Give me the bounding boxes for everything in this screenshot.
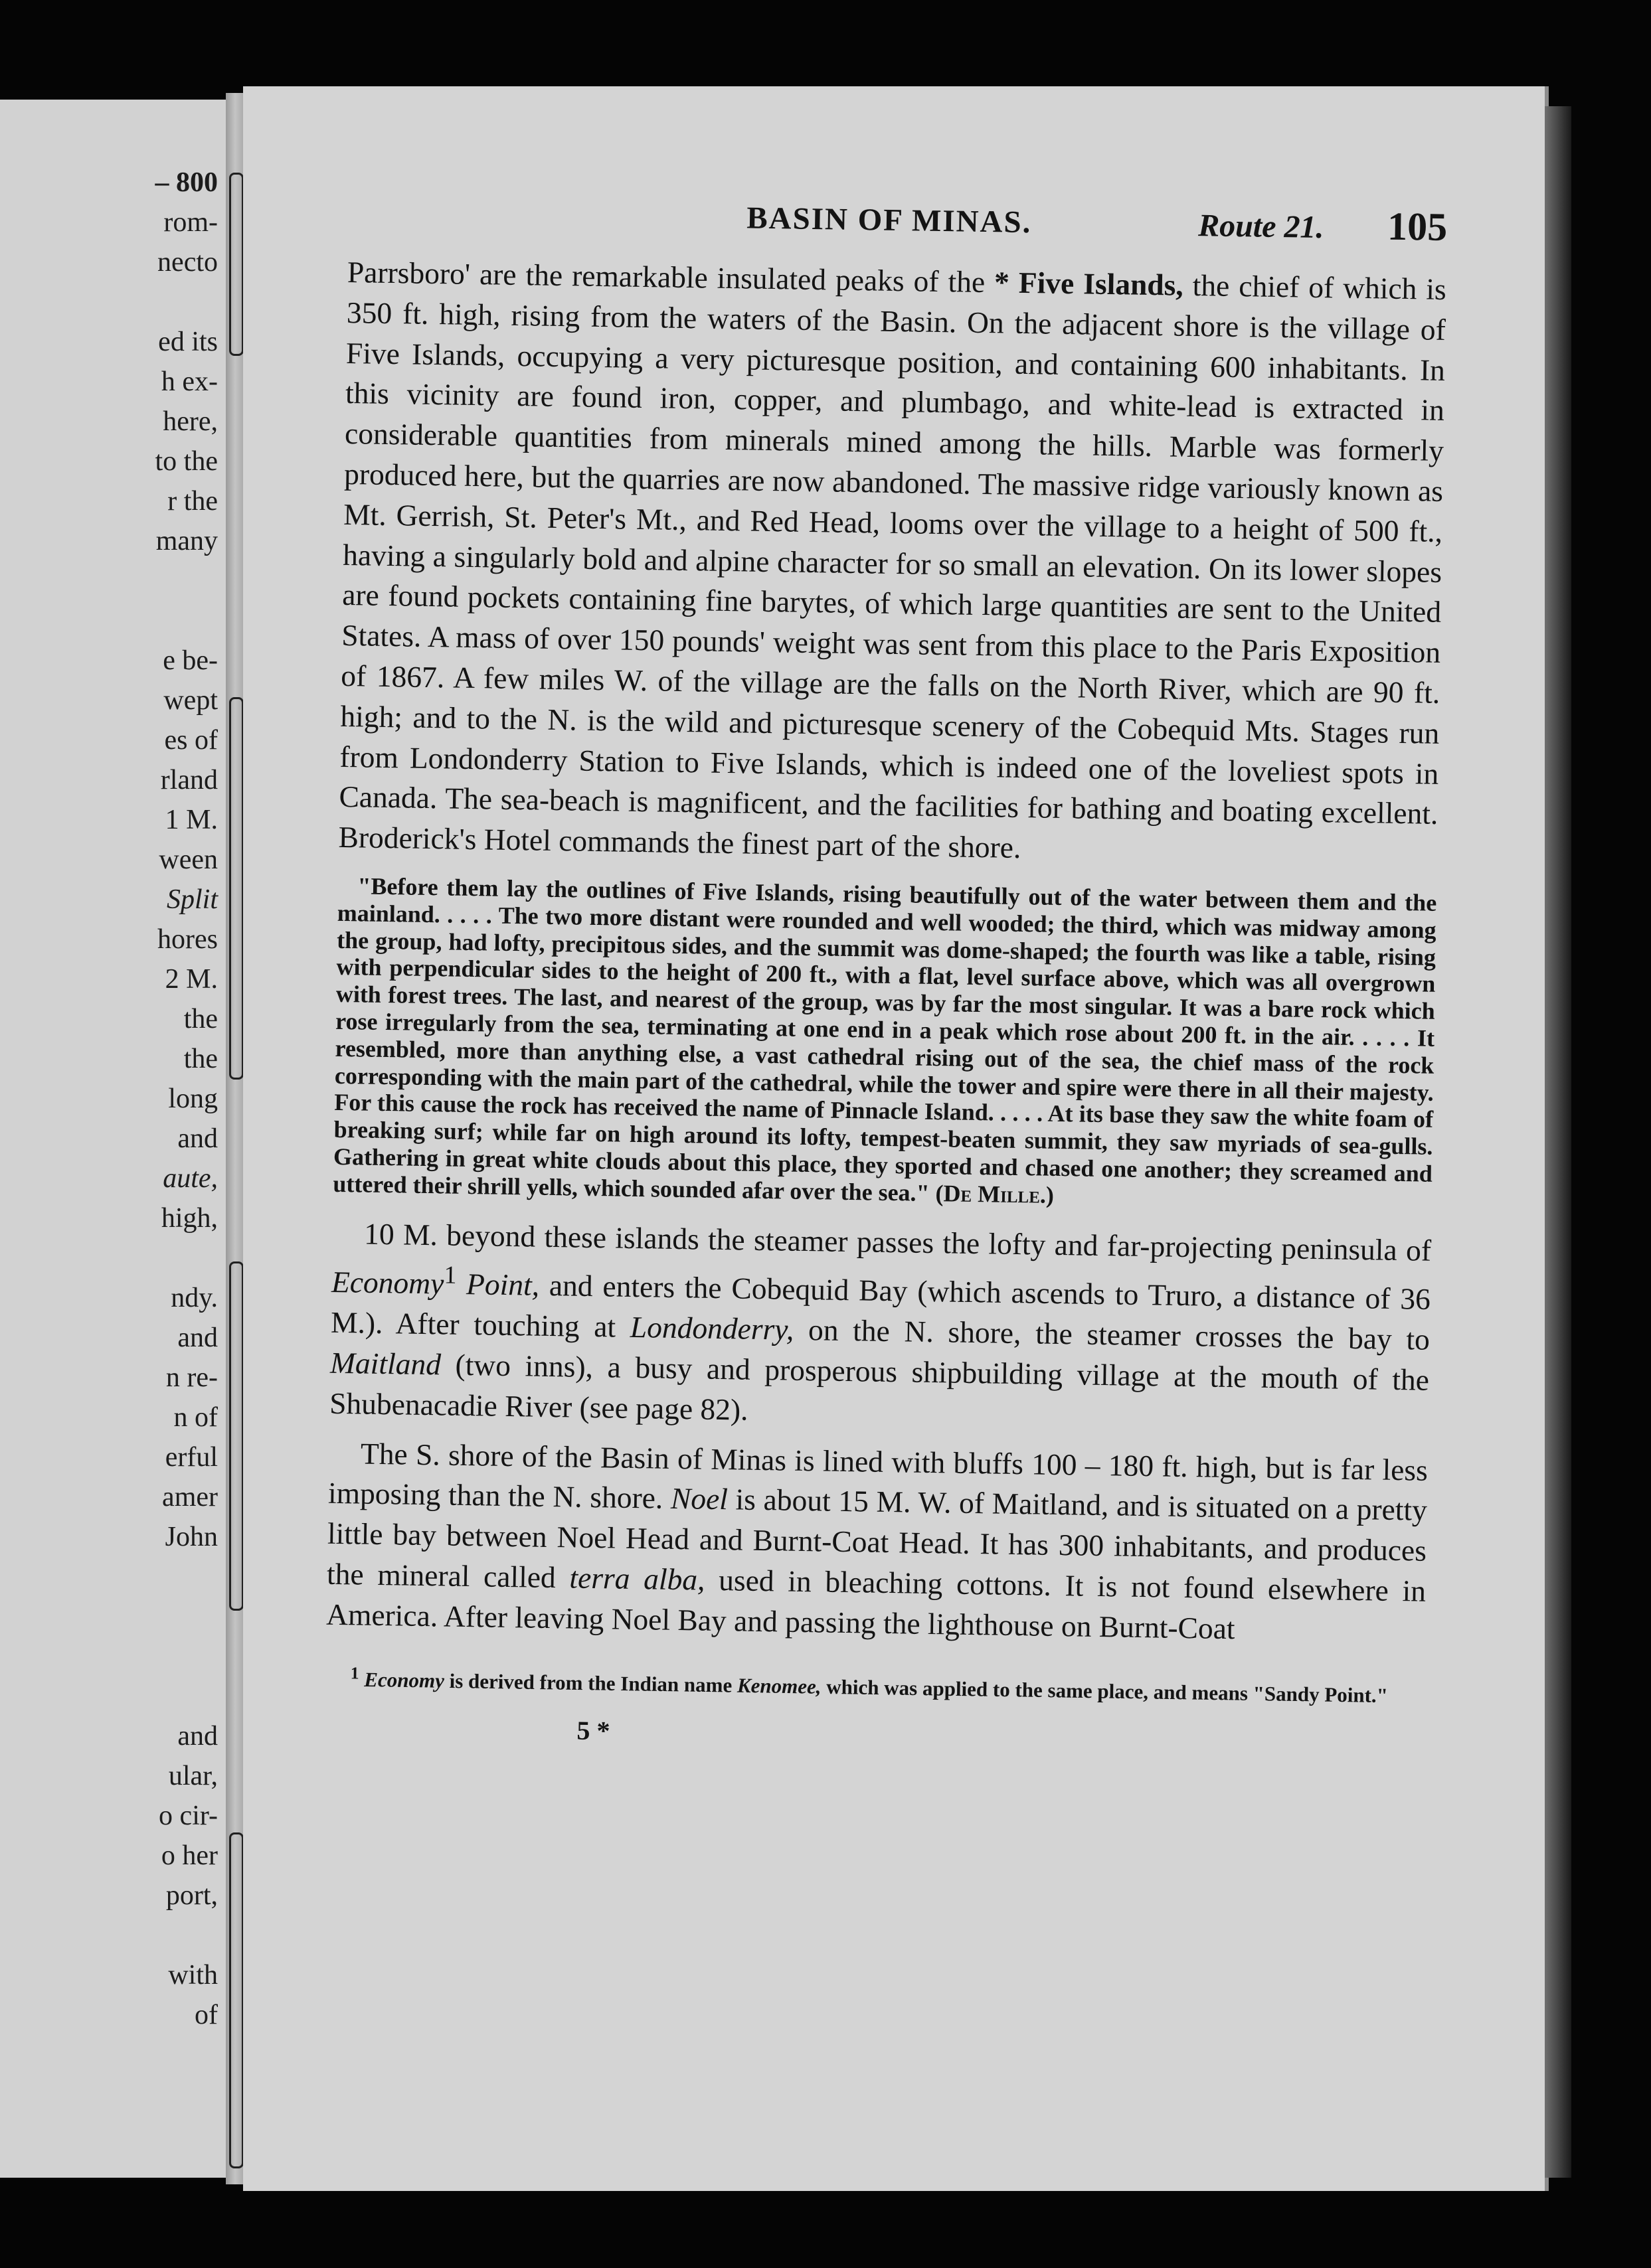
facing-page-fragment: high, bbox=[161, 1203, 218, 1234]
facing-page-fragment: o cir- bbox=[159, 1801, 218, 1831]
facing-page-fragment: necto bbox=[157, 247, 218, 278]
text-block bbox=[324, 186, 1448, 1759]
facing-page-fragment: h ex- bbox=[161, 366, 218, 397]
paragraph-cobequid-bay: 10 M. beyond these islands the steamer passes the lofty and far-projecting peninsula of Economy$^1$ Point, and enters the Cobequid Bay (which ascends to Truro, a distance of 36 M.). After touching at Londonderry, on the N. shore, the steamer crosses the bay to Maitland (two inns), a busy and prosperous shipbuilding village at the mouth of the Shubenacadie River (see page 82). bbox=[329, 1216, 1432, 1427]
facing-page-fragment: ndy. bbox=[171, 1283, 218, 1313]
facing-page-fragment: 2 M. bbox=[165, 964, 218, 995]
facing-page-fragment: 1 M. bbox=[165, 805, 218, 835]
facing-page-fragment: o her bbox=[161, 1840, 218, 1871]
facing-page-fragment: n of bbox=[173, 1402, 218, 1433]
facing-page-fragment: es of bbox=[164, 725, 218, 756]
facing-page-fragment: Split bbox=[166, 884, 218, 915]
facing-page-fragment: here, bbox=[163, 406, 218, 437]
facing-page-fragment: erful bbox=[165, 1442, 218, 1473]
facing-page-fragment: and bbox=[177, 1721, 218, 1751]
facing-page-fragment: and bbox=[177, 1123, 218, 1154]
facing-page-fragment: of bbox=[195, 2000, 218, 2030]
footnote: $^1$ Economy is derived from the Indian name Kenomee, which was applied to the same place, and means "Sandy Point." bbox=[350, 1662, 1389, 1707]
facing-page-fragment: port, bbox=[165, 1880, 218, 1911]
facing-page-fragment: John bbox=[165, 1522, 218, 1552]
facing-page-fragment: and bbox=[177, 1323, 218, 1353]
facing-page-fragment: r the bbox=[167, 486, 218, 517]
binding-stitch bbox=[229, 1832, 244, 2168]
facing-page-fragment: wept bbox=[163, 685, 218, 716]
facing-page-fragment: with bbox=[168, 1960, 218, 1990]
block-quote bbox=[333, 872, 1436, 1214]
footnote-marker: 1 bbox=[444, 1261, 457, 1290]
facing-page-fragment: many bbox=[155, 526, 218, 556]
facing-page-fragment: – 800 bbox=[155, 167, 218, 198]
facing-page-fragment: rland bbox=[160, 765, 218, 795]
facing-page-fragment: aute, bbox=[163, 1163, 218, 1194]
five-islands-heading: * Five Islands, bbox=[994, 265, 1184, 302]
quote-text: "Before them lay the outlines of Five Islands, rising beautifully out of the water between them and the mainland. . . . . The two more distant were rounded and well wooded; the third, which was midway among the group, had lofty, precipitous sides, and the summit was dome-shaped; the fourth was like a table, rising with perpendicular sides to the height of 200 ft., with a flat, level surface above, which was all overgrown with forest trees. The last, and nearest of the group, was by far the most singular. It was a bare rock which rose irregularly from the sea, terminating at one end in a peak which rose about 200 ft. in the air. . . . . It resembled, more than anything else, a vast cathedral rising out of the sea, the chief mass of the rock corresponding with the main part of the cathedral, while the tower and spire were there in all their majesty. For this cause the rock has received the name of Pinnacle Island. . . . . At its base they saw the white foam of breaking surf; while far on high around its lofty, tempest-beaten summit, they saw myriads of sea-gulls. Gathering in great white clouds about this place, they sported and chased one another; they screamed and uttered their shrill yells, which sounded afar over the sea." bbox=[333, 872, 1437, 1206]
facing-page-fragment: to the bbox=[155, 446, 218, 477]
facing-page-fragment: ween bbox=[159, 845, 218, 875]
facing-page-fragment: e be- bbox=[163, 645, 218, 676]
paragraph-five-islands: Parrsboro' are the remarkable insulated peaks of the * Five Islands, the chief of which is 350 ft. high, rising from the waters of the Basin. On the adjacent shore is the village of Five Islands, occupying a very picturesque position, and containing 600 inhabitants. In this vicinity are found iron, copper, and plumbago, and white-lead is extracted in considerable quantities from minerals mined among the hills. Marble was formerly produced here, but the quarries are now abandoned. The massive ridge variously known as Mt. Gerrish, St. Peter's Mt., and Red Head, looms over the village to a height of 500 ft., having a singularly bold and alpine character for so small an elevation. On its lower slopes are found pockets containing fine barytes, of which large quantities are sent to the United States. A mass of over 150 pounds' weight was sent from this place to the Paris Exposition of 1867. A few miles W. of the village are the falls on the North River, which are 90 ft. high; and to the N. is the wild and picturesque scenery of the Cobequid Mts. Stages run from Londonderry Station to Five Islands, which is indeed one of the loveliest spots in Canada. The sea-beach is magnificent, and the facilities for bathing and boating excellent. Broderick's Hotel commands the finest part of the shore. bbox=[338, 254, 1447, 865]
paragraph-south-shore: The S. shore of the Basin of Minas is lined with bluffs 100 – 180 ft. high, but is far less imposing than the N. shore. Noel is about 15 M. W. of Maitland, and is situated on a pretty little bay between Noel Head and Burnt-Coat Head. It has 300 inhabitants, and produces the mineral called terra alba, used in bleaching cottons. It is not found elsewhere in America. After leaving Noel Bay and passing the lighthouse on Burnt-Coat bbox=[325, 1436, 1429, 1646]
facing-page-fragment: the bbox=[183, 1044, 218, 1074]
facing-page-fragment: ular, bbox=[168, 1761, 218, 1791]
signature-mark: 5 * bbox=[576, 1715, 610, 1746]
page-edge-shadow bbox=[1545, 106, 1571, 2178]
binding-stitch bbox=[229, 697, 244, 1080]
facing-page-fragment: amer bbox=[162, 1482, 218, 1512]
running-head-route: Route 21. bbox=[1197, 208, 1324, 246]
running-head-title: BASIN OF MINAS. bbox=[746, 201, 1032, 240]
page-number: 105 bbox=[1387, 204, 1448, 249]
facing-page-fragment: long bbox=[168, 1084, 218, 1114]
facing-page-fragment: rom- bbox=[163, 207, 218, 238]
facing-page bbox=[0, 100, 228, 2178]
facing-page-fragment: n re- bbox=[165, 1362, 218, 1393]
facing-page-fragment: the bbox=[183, 1004, 218, 1034]
facing-page-fragment: hores bbox=[157, 924, 218, 955]
binding-stitch bbox=[229, 1261, 244, 1611]
facing-page-fragment: ed its bbox=[158, 327, 218, 357]
quote-attribution: (De Mille.) bbox=[935, 1179, 1055, 1208]
binding-stitch bbox=[229, 173, 244, 356]
